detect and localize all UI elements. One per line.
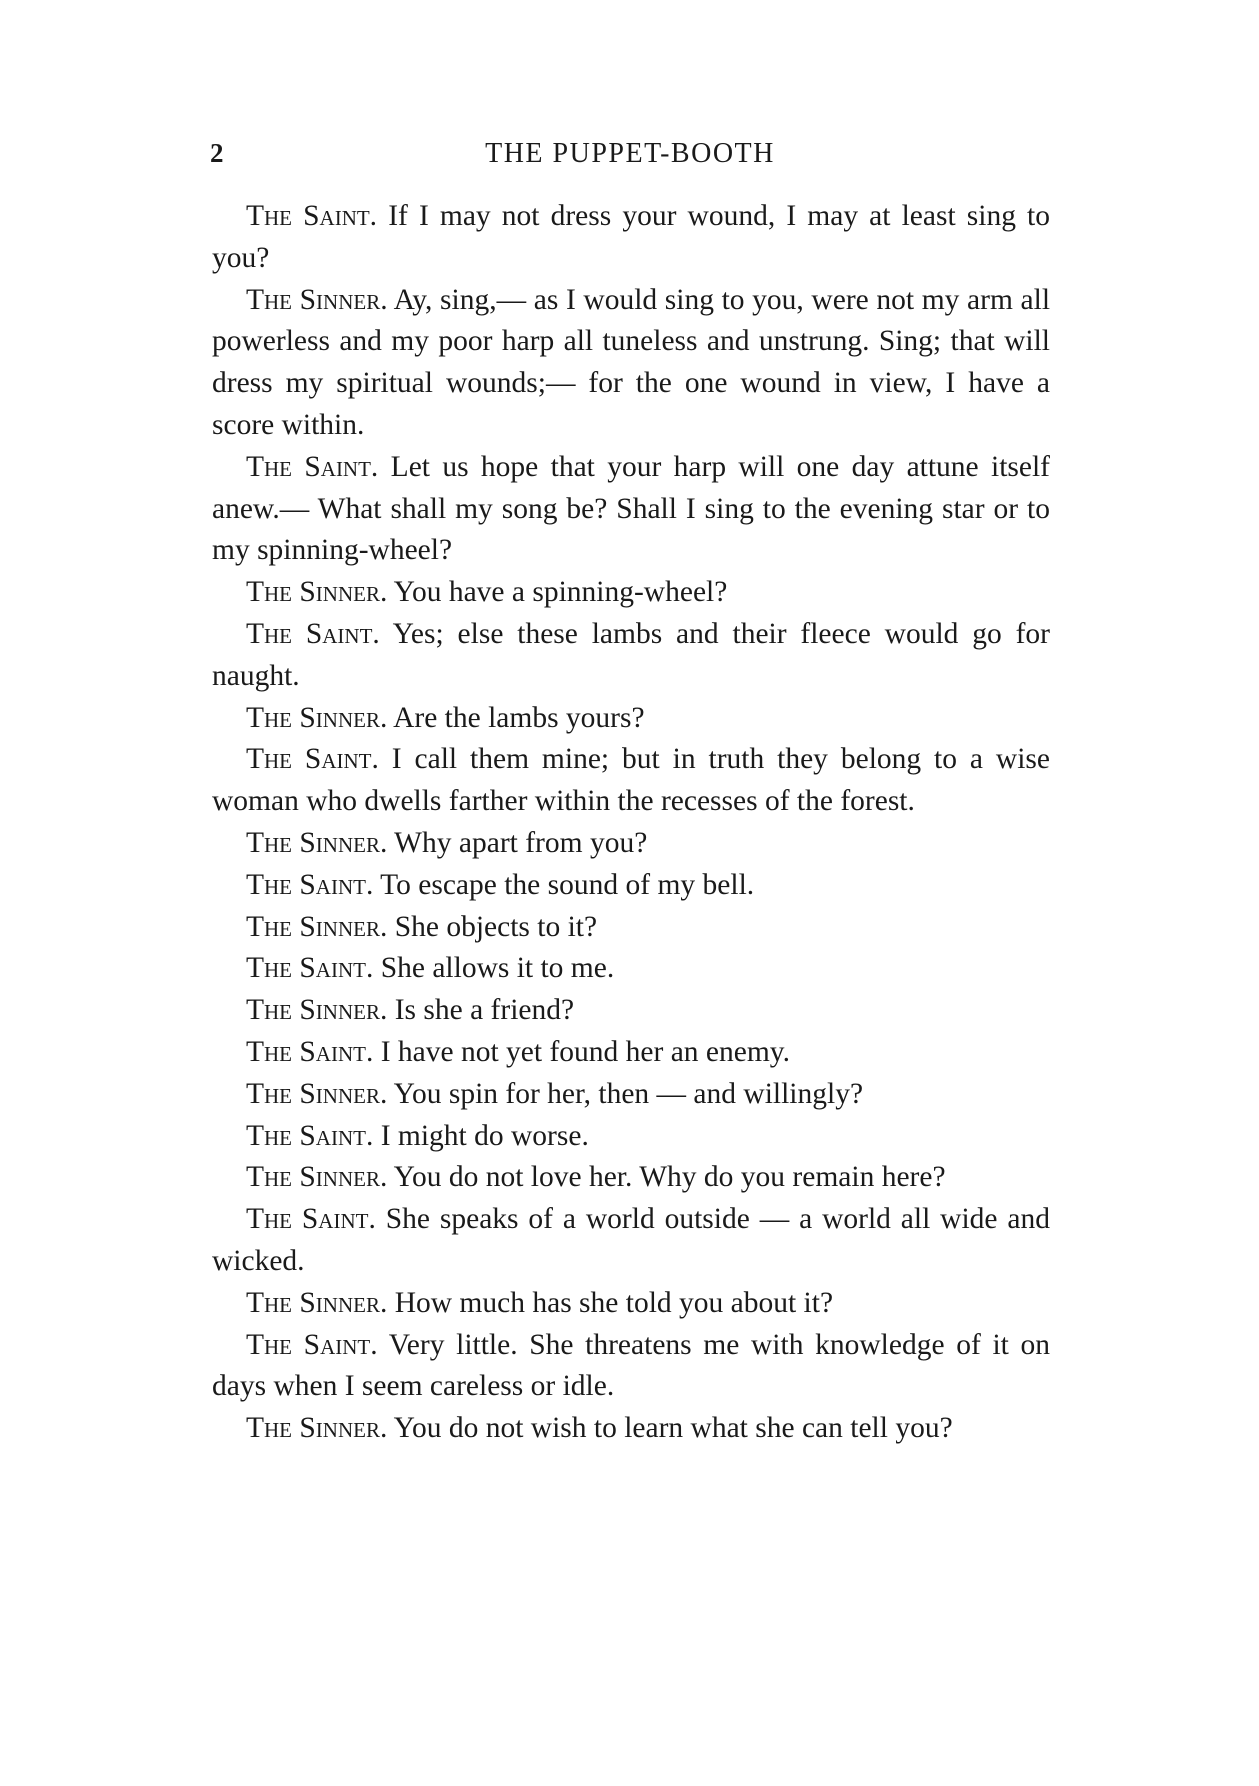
speaker-name: The Sinner. <box>246 283 388 316</box>
speech-paragraph <box>212 948 1050 990</box>
speech-paragraph <box>212 1199 1050 1283</box>
running-title: THE PUPPET-BOOTH <box>485 138 775 169</box>
speech-paragraph <box>212 990 1050 1032</box>
running-head <box>210 138 1050 178</box>
speech-paragraph <box>212 1116 1050 1158</box>
speaker-name: The Saint. <box>246 617 380 650</box>
dialogue-body <box>212 196 1050 1450</box>
speech-paragraph <box>212 739 1050 823</box>
speaker-name: The Sinner. <box>246 701 388 734</box>
speaker-name: The Sinner. <box>246 1412 388 1445</box>
speech-paragraph <box>212 572 1050 614</box>
speech-text: I have not yet found her an enemy. <box>380 1035 791 1068</box>
speech-text: How much has she told you about it? <box>394 1286 834 1319</box>
speech-paragraph <box>212 698 1050 740</box>
speech-text: Let us hope that your harp will one day attune itself anew.— What shall my song be? Shall I sing to the evening star or to my spinning-wheel? <box>212 450 1050 567</box>
speech-text: Why apart from you? <box>394 826 648 859</box>
speaker-name: The Sinner. <box>246 1077 388 1110</box>
speech-paragraph <box>212 196 1050 280</box>
speech-text: Ay, sing,— as I would sing to you, were not my arm all powerless and my poor harp all tuneless and unstrung. Sing; that will dress my spiritual wounds;— for the one wound in view, I have a score within. <box>212 283 1051 441</box>
speech-text: She objects to it? <box>394 910 598 943</box>
speech-text: I call them mine; but in truth they belong to a wise woman who dwells farther within the recesses of the forest. <box>212 743 1051 818</box>
speech-paragraph <box>212 1032 1050 1074</box>
speech-paragraph <box>212 1283 1050 1325</box>
speech-paragraph <box>212 907 1050 949</box>
speech-paragraph <box>212 1074 1050 1116</box>
speech-text: You have a spinning-wheel? <box>393 576 728 609</box>
speech-text: If I may not dress your wound, I may at least sing to you? <box>212 200 1051 274</box>
speaker-name: The Saint. <box>246 200 378 232</box>
speech-paragraph <box>212 1408 1050 1450</box>
speaker-name: The Saint. <box>246 1203 376 1236</box>
speaker-name: The Saint. <box>246 1328 378 1361</box>
speech-text: Is she a friend? <box>394 994 575 1027</box>
speech-text: She allows it to me. <box>380 952 615 985</box>
speech-text: To escape the sound of my bell. <box>380 868 755 901</box>
speech-text: You do not wish to learn what she can tell you? <box>393 1412 953 1445</box>
speech-text: She speaks of a world outside — a world all wide and wicked. <box>212 1203 1051 1277</box>
speaker-name: The Sinner. <box>246 826 388 859</box>
speaker-name: The Sinner. <box>246 1161 388 1194</box>
speech-paragraph <box>212 614 1050 698</box>
speech-text: You spin for her, then — and willingly? <box>393 1077 864 1110</box>
speaker-name: The Saint. <box>246 1035 374 1068</box>
speaker-name: The Saint. <box>246 952 374 985</box>
speech-text: Are the lambs yours? <box>393 701 645 734</box>
speaker-name: The Sinner. <box>246 994 388 1027</box>
speaker-name: The Saint. <box>246 868 374 901</box>
speaker-name: The Saint. <box>246 1119 374 1152</box>
speech-text: Very little. She threatens me with knowledge of it on days when I seem careless or idle. <box>212 1328 1051 1403</box>
speech-paragraph <box>212 1325 1050 1409</box>
page-number: 2 <box>210 138 224 168</box>
speech-paragraph <box>212 447 1050 572</box>
speech-paragraph <box>212 280 1050 447</box>
speaker-name: The Sinner. <box>246 576 388 609</box>
speaker-name: The Sinner. <box>246 910 388 943</box>
speech-paragraph <box>212 865 1050 907</box>
speaker-name: The Saint. <box>246 450 379 483</box>
speech-paragraph <box>212 1157 1050 1199</box>
speech-text: You do not love her. Why do you remain here? <box>393 1161 946 1194</box>
speech-text: I might do worse. <box>380 1119 589 1152</box>
speech-text: Yes; else these lambs and their fleece would go for naught. <box>212 617 1051 692</box>
speaker-name: The Saint. <box>246 743 379 776</box>
speaker-name: The Sinner. <box>246 1286 388 1319</box>
speech-paragraph <box>212 823 1050 865</box>
